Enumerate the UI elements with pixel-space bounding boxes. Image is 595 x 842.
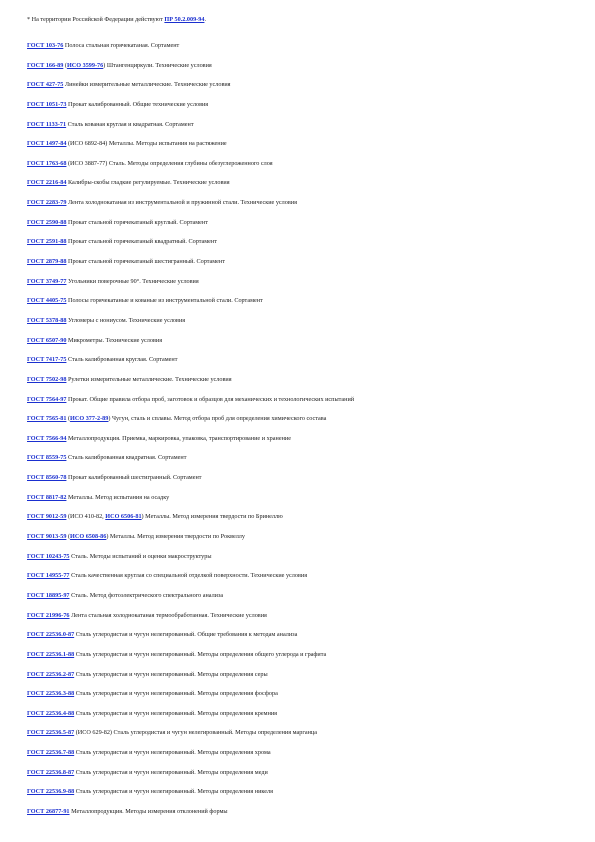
standard-link[interactable]: ГОСТ 18895-97: [27, 591, 70, 599]
standard-title: Прокат стальной горячекатаный квадратный. Сортамент: [67, 238, 217, 246]
list-item: [27, 140, 577, 148]
standard-link[interactable]: ГОСТ 2590-88: [27, 218, 67, 226]
list-item: [27, 749, 577, 757]
iso-standard-link[interactable]: ИСО 6506-81: [105, 513, 142, 521]
list-item: [27, 671, 577, 679]
standard-link[interactable]: ГОСТ 5378-88: [27, 316, 67, 324]
list-item: [27, 435, 577, 443]
list-item: [27, 454, 577, 462]
standard-link[interactable]: ГОСТ 1133-71: [27, 120, 67, 128]
standard-title: Сталь. Методы испытаний и оценки макроструктуры: [71, 552, 212, 560]
standard-title: Металлопродукция. Методы измерения отклонений формы: [71, 807, 228, 815]
standard-link[interactable]: ГОСТ 8560-78: [27, 474, 67, 482]
footnote: [27, 16, 206, 24]
iso-suffix: ): [141, 513, 144, 521]
standard-link[interactable]: ГОСТ 7566-94: [27, 434, 67, 442]
standard-title: Сталь калиброванная квадратная. Сортамент: [67, 454, 187, 462]
standard-link[interactable]: ГОСТ 7564-97: [27, 395, 67, 403]
standard-link[interactable]: ГОСТ 166-89: [27, 61, 64, 69]
standard-title: Штангенциркули. Технические условия: [106, 61, 212, 69]
standard-title: Сталь калиброванная круглая. Сортамент: [67, 356, 178, 364]
list-item: [27, 42, 577, 50]
list-item: [27, 553, 577, 561]
list-item: [27, 317, 577, 325]
standard-link[interactable]: ГОСТ 22536.1-88: [27, 650, 75, 658]
standard-title: Металлы. Метод измерения твердости по Бринеллю: [145, 513, 283, 521]
standard-link[interactable]: ГОСТ 1763-68: [27, 159, 67, 167]
standard-title: Прокат калиброванный шестигранный. Сортамент: [67, 474, 202, 482]
standard-title: Сталь углеродистая и чугун нелегированный. Методы определения серы: [75, 670, 268, 678]
list-item: [27, 278, 577, 286]
standard-link[interactable]: ГОСТ 103-76: [27, 42, 64, 49]
list-item: [27, 81, 577, 89]
list-item: [27, 376, 577, 384]
list-item: [27, 219, 577, 227]
list-item: [27, 396, 577, 404]
standard-link[interactable]: ГОСТ 22536.4-88: [27, 709, 75, 717]
list-item: [27, 494, 577, 502]
iso-standard-link[interactable]: ИСО 6508-86: [70, 533, 107, 541]
list-item: [27, 121, 577, 129]
standard-link[interactable]: ГОСТ 26877-91: [27, 807, 70, 815]
standard-link[interactable]: ГОСТ 22536.8-87: [27, 768, 75, 776]
standard-link[interactable]: ГОСТ 2879-88: [27, 258, 67, 266]
iso-standard-link[interactable]: ИСО 377-2-89: [70, 415, 109, 423]
standard-title: Угломеры с нониусом. Технические условия: [67, 316, 186, 324]
list-item: [27, 533, 577, 541]
standard-title: Микрометры. Технические условия: [67, 336, 163, 344]
standard-link[interactable]: ГОСТ 4405-75: [27, 297, 67, 305]
standard-link[interactable]: ГОСТ 1051-73: [27, 100, 67, 108]
standard-link[interactable]: ГОСТ 2591-88: [27, 238, 67, 246]
standard-title: Прокат стальной горячекатаный шестигранный. Сортамент: [67, 258, 225, 266]
list-item: [27, 651, 577, 659]
standard-title: Сталь углеродистая и чугун нелегированный. Методы определения фосфора: [75, 690, 278, 698]
standard-title: Линейки измерительные металлические. Технические условия: [64, 81, 231, 89]
list-item: [27, 572, 577, 580]
standard-title: Полоса стальная горячекатаная. Сортамент: [64, 42, 180, 49]
standard-title: Металлы. Метод испытания на осадку: [67, 493, 170, 501]
standard-title: Сталь углеродистая и чугун нелегированный. Методы определения никеля: [75, 788, 273, 796]
iso-suffix: ): [103, 61, 106, 69]
list-item: [27, 160, 577, 168]
iso-suffix: ): [108, 415, 111, 423]
standard-link[interactable]: ГОСТ 9013-59: [27, 533, 67, 541]
list-item: [27, 415, 577, 423]
iso-prefix: (: [67, 533, 71, 541]
standard-title: Сталь углеродистая и чугун нелегированный. Общие требования к методам анализа: [75, 631, 298, 639]
list-item: [27, 729, 577, 737]
standard-link[interactable]: ГОСТ 6507-90: [27, 336, 67, 344]
standard-title: Рулетки измерительные металлические. Технические условия: [67, 375, 232, 383]
iso-suffix: ): [106, 533, 109, 541]
standards-list: [27, 42, 577, 828]
standard-title: Сталь углеродистая и чугун нелегированный. Методы определения меди: [75, 768, 268, 776]
iso-standard-link[interactable]: ИСО 3599-76: [66, 61, 104, 69]
standard-link[interactable]: ГОСТ 22536.9-88: [27, 788, 75, 796]
list-item: [27, 258, 577, 266]
list-item: [27, 199, 577, 207]
standard-title: Прокат калиброванный. Общие технические условия: [67, 100, 209, 108]
standard-title: Лента холоднокатаная из инструментальной и пружинной стали. Технические условия: [67, 199, 297, 207]
standard-title: Лента стальная холоднокатаная термообработанная. Технические условия: [71, 611, 267, 619]
standard-link[interactable]: ГОСТ 8817-82: [27, 493, 67, 501]
iso-prefix: (: [67, 415, 71, 423]
list-item: [27, 179, 577, 187]
standard-title: (ИСО 629-82) Сталь углеродистая и чугун нелегированный. Методы определения марганца: [75, 729, 317, 737]
iso-prefix: (ИСО 410-82,: [67, 513, 106, 521]
list-item: [27, 101, 577, 109]
standard-link[interactable]: ГОСТ 10243-75: [27, 552, 70, 560]
list-item: [27, 474, 577, 482]
standard-link[interactable]: ГОСТ 7502-98: [27, 375, 67, 383]
list-item: [27, 612, 577, 620]
footnote-suffix: .: [204, 16, 206, 23]
list-item: [27, 788, 577, 796]
standard-title: Сталь. Метод фотоэлектрического спектрального анализа: [71, 591, 224, 599]
standard-link[interactable]: ГОСТ 9012-59: [27, 513, 67, 521]
standard-title: Сталь углеродистая и чугун нелегированный. Методы определения хрома: [75, 749, 271, 757]
standard-title: Прокат стальной горячекатаный круглый. Сортамент: [67, 218, 208, 226]
standard-link[interactable]: ГОСТ 2283-79: [27, 199, 67, 207]
standard-link[interactable]: ГОСТ 21996-76: [27, 611, 70, 619]
standard-link[interactable]: ГОСТ 427-75: [27, 81, 64, 89]
standard-link[interactable]: ГОСТ 14955-77: [27, 572, 70, 580]
standard-title: Сталь углеродистая и чугун нелегированный. Методы определения общего углерода и графита: [75, 650, 327, 658]
footnote-text: * На территории Российской Федерации действуют: [27, 16, 163, 23]
standard-link[interactable]: ГОСТ 22536.5-87: [27, 729, 75, 737]
list-item: [27, 513, 577, 521]
standard-title: (ИСО 6892-84) Металлы. Методы испытания на растяжение: [67, 140, 227, 148]
standard-title: Калибры-скобы гладкие регулируемые. Технические условия: [67, 179, 230, 187]
standard-link[interactable]: ГОСТ 22536.7-88: [27, 749, 75, 757]
standard-link[interactable]: ГОСТ 22536.0-87: [27, 631, 75, 639]
standard-title: Прокат. Общие правила отбора проб, заготовок и образцов для механических и технологических испытаний: [67, 395, 355, 403]
standard-link[interactable]: ГОСТ 1497-84: [27, 140, 67, 148]
standard-title: (ИСО 3887-77) Сталь. Методы определения глубины обезуглероженного слоя: [67, 159, 273, 167]
list-item: [27, 592, 577, 600]
standard-title: Металлы. Метод измерения твердости по Роквеллу: [109, 533, 245, 541]
list-item: [27, 297, 577, 305]
standard-link[interactable]: ГОСТ 2216-84: [27, 179, 67, 187]
standard-title: Угольники поверочные 90°. Технические условия: [67, 277, 199, 285]
list-item: [27, 631, 577, 639]
standard-link[interactable]: ГОСТ 7565-81: [27, 415, 67, 423]
list-item: [27, 337, 577, 345]
standard-title: Сталь углеродистая и чугун нелегированный. Методы определения кремния: [75, 709, 278, 717]
standard-link[interactable]: ГОСТ 22536.3-88: [27, 690, 75, 698]
standard-title: Металлопродукция. Приемка, маркировка, упаковка, транспортирование и хранение: [67, 434, 291, 442]
list-item: [27, 710, 577, 718]
standard-link[interactable]: ГОСТ 8559-75: [27, 454, 67, 462]
list-item: [27, 62, 577, 70]
standard-title: Сталь кованая круглая и квадратная. Сортамент: [67, 120, 194, 128]
list-item: [27, 238, 577, 246]
standard-link[interactable]: ГОСТ 3749-77: [27, 277, 67, 285]
footnote-link[interactable]: ПР 50.2.009-94: [164, 16, 205, 23]
standard-title: Полосы горячекатаные и кованые из инструментальной стали. Сортамент: [67, 297, 263, 305]
standard-title: Сталь качественная круглая со специальной отделкой поверхности. Технические условия: [71, 572, 308, 580]
iso-prefix: (: [64, 61, 67, 69]
list-item: [27, 808, 577, 816]
standard-title: Чугун, сталь и сплавы. Метод отбора проб для определения химического состава: [111, 415, 327, 423]
standard-link[interactable]: ГОСТ 22536.2-87: [27, 670, 75, 678]
list-item: [27, 356, 577, 364]
list-item: [27, 690, 577, 698]
standard-link[interactable]: ГОСТ 7417-75: [27, 356, 67, 364]
list-item: [27, 769, 577, 777]
